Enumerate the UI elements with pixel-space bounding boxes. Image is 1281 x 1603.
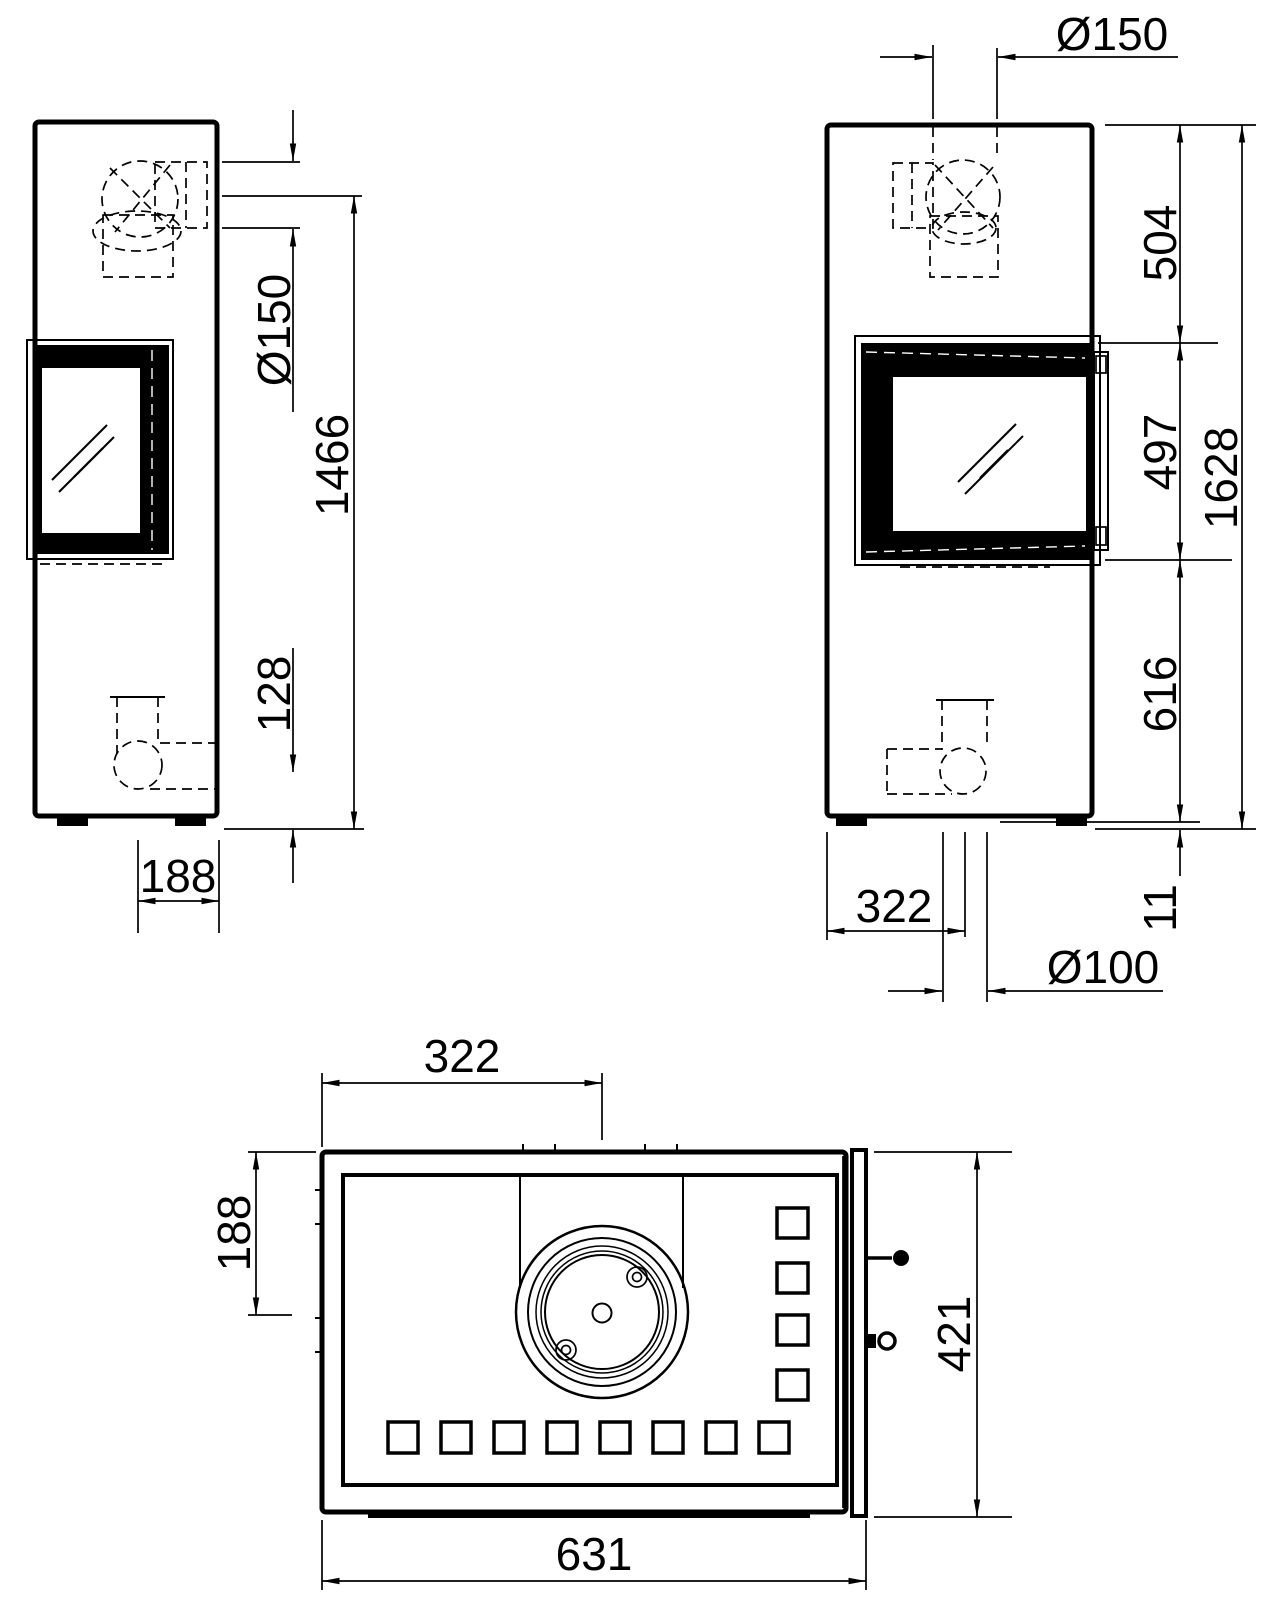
screw-tab [627, 1267, 647, 1287]
flue-collar [516, 1226, 688, 1398]
flue-elbow-hidden [893, 127, 1000, 277]
dim-label-door-height: 497 [1134, 413, 1186, 491]
front-door-edge [852, 1150, 866, 1516]
dim-label-plinth-height: 11 [1134, 884, 1186, 932]
flue-elbow-hidden [93, 161, 207, 277]
screw-hole [562, 1346, 571, 1355]
left-side-view [27, 110, 364, 933]
dim-label-intake-offset: 322 [855, 880, 933, 932]
collar-center-hole [593, 1304, 612, 1323]
dim-label-flue-from-side: 188 [208, 1194, 260, 1272]
stove-door [855, 336, 1108, 567]
latch-ring [879, 1333, 895, 1349]
stove-top-outline [322, 1152, 846, 1512]
stove-foot [836, 816, 867, 826]
dim-label-total-height: 1628 [1195, 426, 1247, 530]
intake-elbow-hidden [887, 700, 994, 794]
latch-collar [866, 1334, 876, 1348]
dim-label-base-width: 188 [139, 850, 217, 902]
dim-label-flue-diameter: Ø150 [248, 273, 300, 387]
dim-label-flue-from-front: 322 [423, 1030, 501, 1082]
right-side-view [827, 8, 1256, 1002]
door-glass [42, 368, 140, 533]
intake-elbow-hidden [110, 697, 218, 789]
vent-squares [388, 1208, 808, 1453]
left-view-dimensions [138, 110, 364, 933]
door-glass [893, 377, 1086, 531]
handle-knob [893, 1250, 909, 1266]
dim-label-flue-height: 1466 [306, 413, 358, 517]
stove-foot [57, 816, 88, 826]
dim-label-width: 631 [555, 1528, 633, 1580]
dim-label-intake-diameter: Ø100 [1046, 941, 1160, 993]
dim-label-depth: 421 [928, 1295, 980, 1373]
plan-view [208, 1030, 1012, 1590]
door-handle [866, 1250, 909, 1349]
dim-label-intake-height: 128 [248, 655, 300, 733]
stove-door [27, 340, 173, 564]
dim-label-door-to-base: 616 [1134, 655, 1186, 733]
stove-foot [1056, 816, 1087, 826]
screw-hole [633, 1273, 642, 1282]
dim-label-top-to-door: 504 [1134, 204, 1186, 282]
dim-label-flue-diameter: Ø150 [1055, 8, 1169, 60]
stove-foot [175, 816, 206, 826]
